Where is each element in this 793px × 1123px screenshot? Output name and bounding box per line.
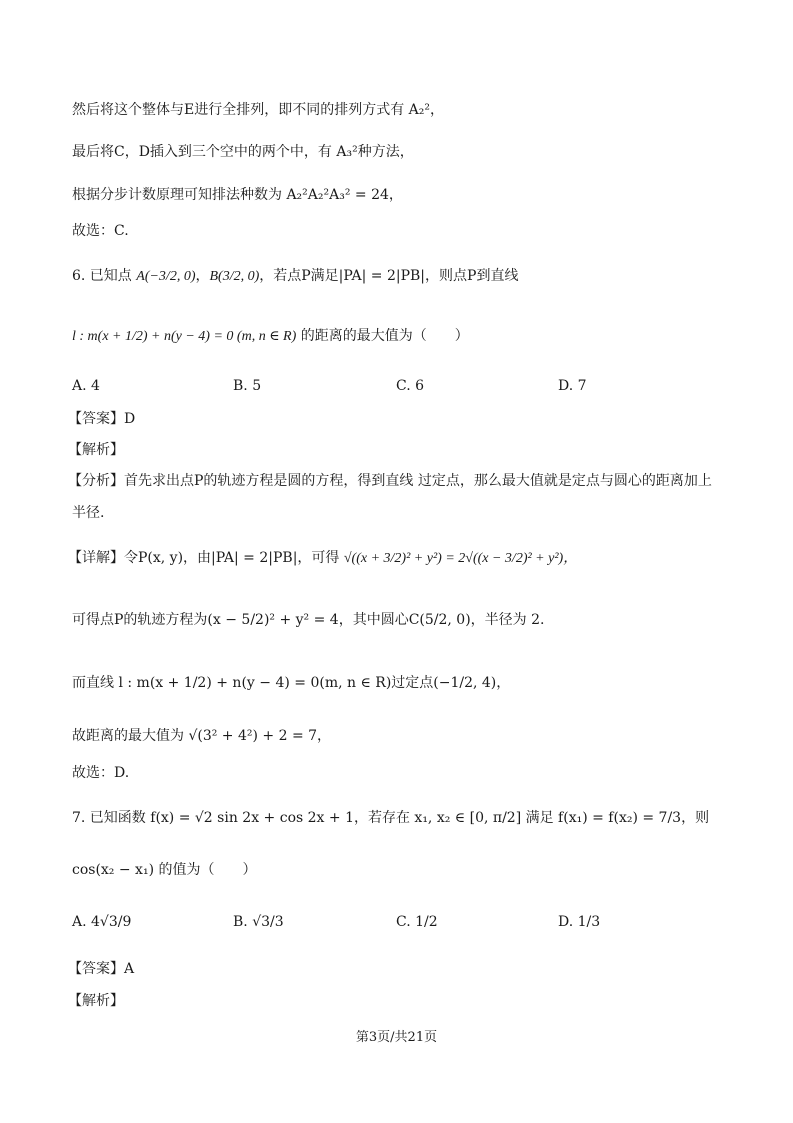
q6-option-d: D. 7 [558,378,587,394]
q6-max-distance: 故距离的最大值为 √(3² + 4²) + 2 = 7， [72,728,332,744]
q6-fixed-point: 而直线 l : m(x + 1/2) + n(y − 4) = 0(m, n ∈ R)过定点(−1/2, 4)， [72,675,511,691]
q7-analysis-heading: 【解析】 [68,993,124,1009]
q6-fenxi-2: 半径. [72,505,105,521]
q6-answer: 【答案】D [68,411,136,427]
page-footer: 第3页/共21页 [355,1030,438,1045]
q6-analysis-heading: 【解析】 [68,442,124,458]
question-6-stem: 6. 已知点 A(−3/2, 0)，B(3/2, 0)，若点P满足|PA| = 2|PB|，则点P到直线 [72,268,519,284]
q6-option-a: A. 4 [72,378,100,394]
text-line-1: 然后将这个整体与E进行全排列，即不同的排列方式有 A₂²， [72,102,445,118]
distance-equation: √((x + 3/2)² + y²) = 2√((x − 3/2)² + y²)， [343,551,578,566]
question-7-stem-line2: cos(x₂ − x₁) 的值为（ ） [72,862,257,878]
q7-option-c: C. 1/2 [396,914,438,930]
q7-answer: 【答案】A [68,961,135,977]
q7-option-b: B. √3/3 [233,914,284,930]
line-equation: l : m(x + 1/2) + n(y − 4) = 0 (m, n ∈ R) [72,329,297,344]
q6-choose: 故选：D. [72,765,130,781]
q6-option-c: C. 6 [396,378,425,394]
q6-xiangjie: 【详解】令P(x, y)，由|PA| = 2|PB|，可得 √((x + 3/2)² + y²) = 2√((x − 3/2)² + y²)， [68,550,578,566]
q6-option-b: B. 5 [233,378,262,394]
q7-option-a: A. 4√3/9 [72,914,132,930]
text-line-2: 最后将C，D插入到三个空中的两个中，有 A₃²种方法， [72,144,414,160]
text-line-3: 根据分步计数原理可知排法种数为 A₂²A₂²A₃² = 24， [72,187,403,203]
question-7-stem: 7. 已知函数 f(x) = √2 sin 2x + cos 2x + 1，若存在 x₁, x₂ ∈ [0, π/2] 满足 f(x₁) = f(x₂) = 7/3，则 [72,810,710,826]
q7-option-d: D. 1/3 [558,914,601,930]
question-6-stem-line2: l : m(x + 1/2) + n(y − 4) = 0 (m, n ∈ R) 的距离的最大值为（ ） [72,328,469,344]
point-a: A(−3/2, 0) [136,269,196,284]
text-line-4: 故选：C. [72,223,129,239]
point-b: B(3/2, 0) [209,269,260,284]
q6-fenxi: 【分析】首先求出点P的轨迹方程是圆的方程，得到直线 过定点，那么最大值就是定点与圆心的距离加上 [68,473,712,489]
q6-locus: 可得点P的轨迹方程为(x − 5/2)² + y² = 4，其中圆心C(5/2, 0)，半径为 2. [72,612,545,628]
